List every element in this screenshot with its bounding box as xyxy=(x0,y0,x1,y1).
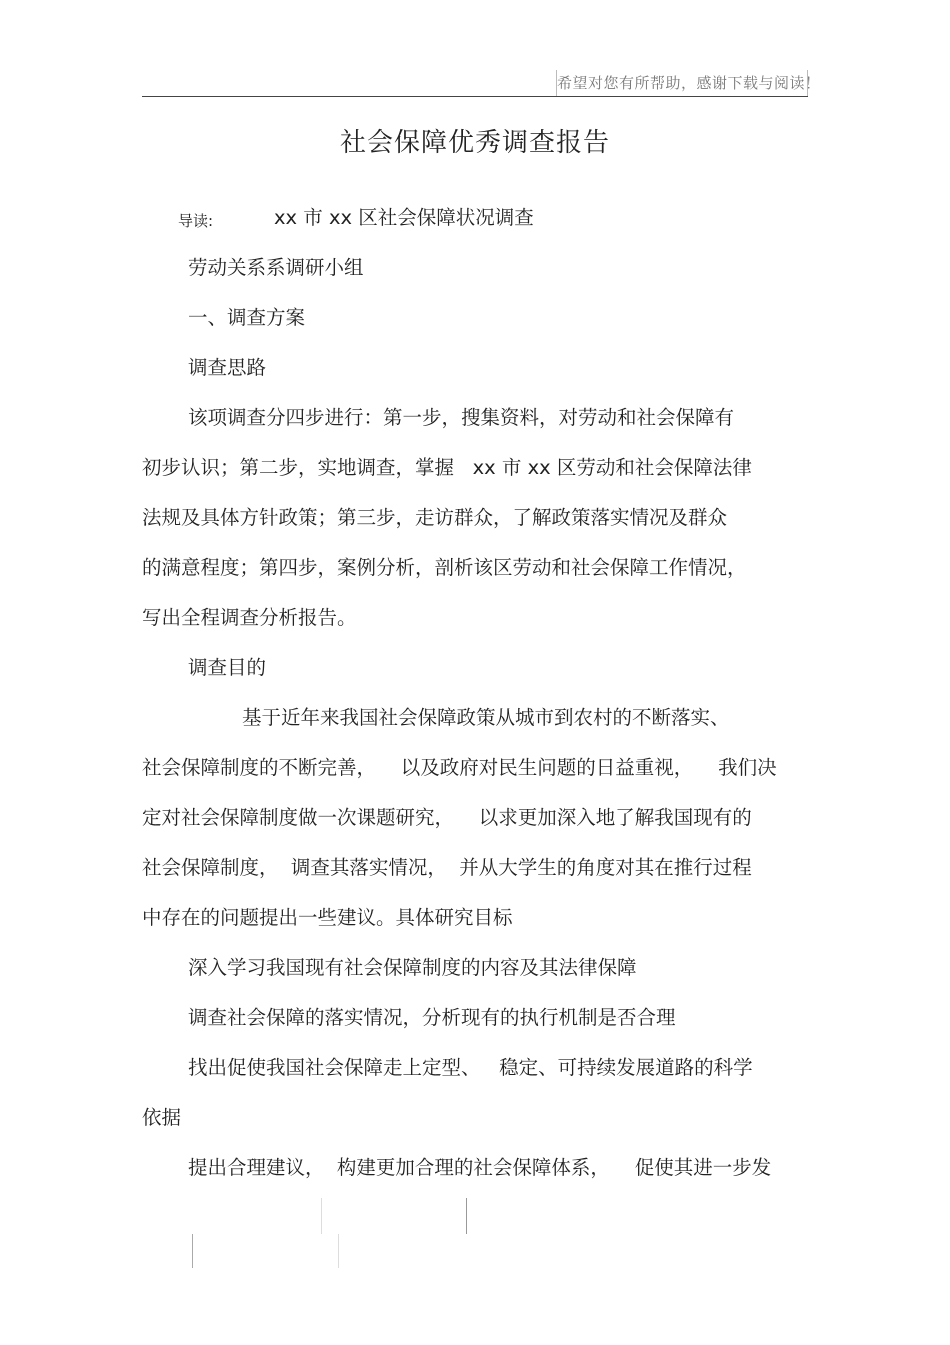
paragraph-line: 社会保障制度的不断完善， 以及政府对民生问题的日益重视， 我们决 xyxy=(142,756,777,779)
paragraph-line: 定对社会保障制度做一次课题研究， 以求更加深入地了解我国现有的 xyxy=(142,806,752,829)
paragraph-line: 法规及具体方针政策；第三步，走访群众，了解政策落实情况及群众 xyxy=(142,506,728,529)
table-fragment-line xyxy=(192,1234,193,1268)
paragraph-line: 的满意程度；第四步，案例分析，剖析该区劳动和社会保障工作情况， xyxy=(142,556,747,579)
paragraph-line: 该项调查分四步进行：第一步，搜集资料，对劳动和社会保障有 xyxy=(188,406,735,429)
subsection-heading: 调查目的 xyxy=(188,656,267,679)
table-fragment-line xyxy=(338,1234,339,1268)
paragraph-line: 社会保障制度， 调查其落实情况， 并从大学生的角度对其在推行过程 xyxy=(142,856,752,879)
subsection-heading: 调查思路 xyxy=(188,356,267,379)
paragraph-line: 找出促使我国社会保障走上定型、 稳定、可持续发展道路的科学 xyxy=(188,1056,753,1079)
page-title: 社会保障优秀调查报告 xyxy=(339,128,610,158)
table-fragment-line xyxy=(321,1198,322,1234)
paragraph-line: 写出全程调查分析报告。 xyxy=(142,606,357,629)
paragraph-line: 基于近年来我国社会保障政策从城市到农村的不断落实、 xyxy=(242,706,730,729)
lead-label: 导读: xyxy=(178,212,214,230)
paragraph-line: 劳动关系系调研小组 xyxy=(188,256,364,279)
paragraph-line: 调查社会保障的落实情况，分析现有的执行机制是否合理 xyxy=(188,1006,676,1029)
header-divider xyxy=(142,96,808,97)
section-heading: 一、调查方案 xyxy=(188,306,306,329)
paragraph-line: 深入学习我国现有社会保障制度的内容及其法律保障 xyxy=(188,956,637,979)
lead-text: xx 市 xx 区社会保障状况调查 xyxy=(274,206,534,229)
paragraph-line: 初步认识；第二步，实地调查，掌握 xx 市 xx 区劳动和社会保障法律 xyxy=(142,456,752,479)
table-fragment-line xyxy=(466,1198,467,1234)
paragraph-line: 中存在的问题提出一些建议。具体研究目标 xyxy=(142,906,513,929)
paragraph-line: 提出合理建议， 构建更加合理的社会保障体系， 促使其进一步发 xyxy=(188,1156,772,1179)
paragraph-line: 依据 xyxy=(142,1106,182,1129)
header-note: 希望对您有所帮助，感谢下载与阅读！ xyxy=(556,70,808,96)
